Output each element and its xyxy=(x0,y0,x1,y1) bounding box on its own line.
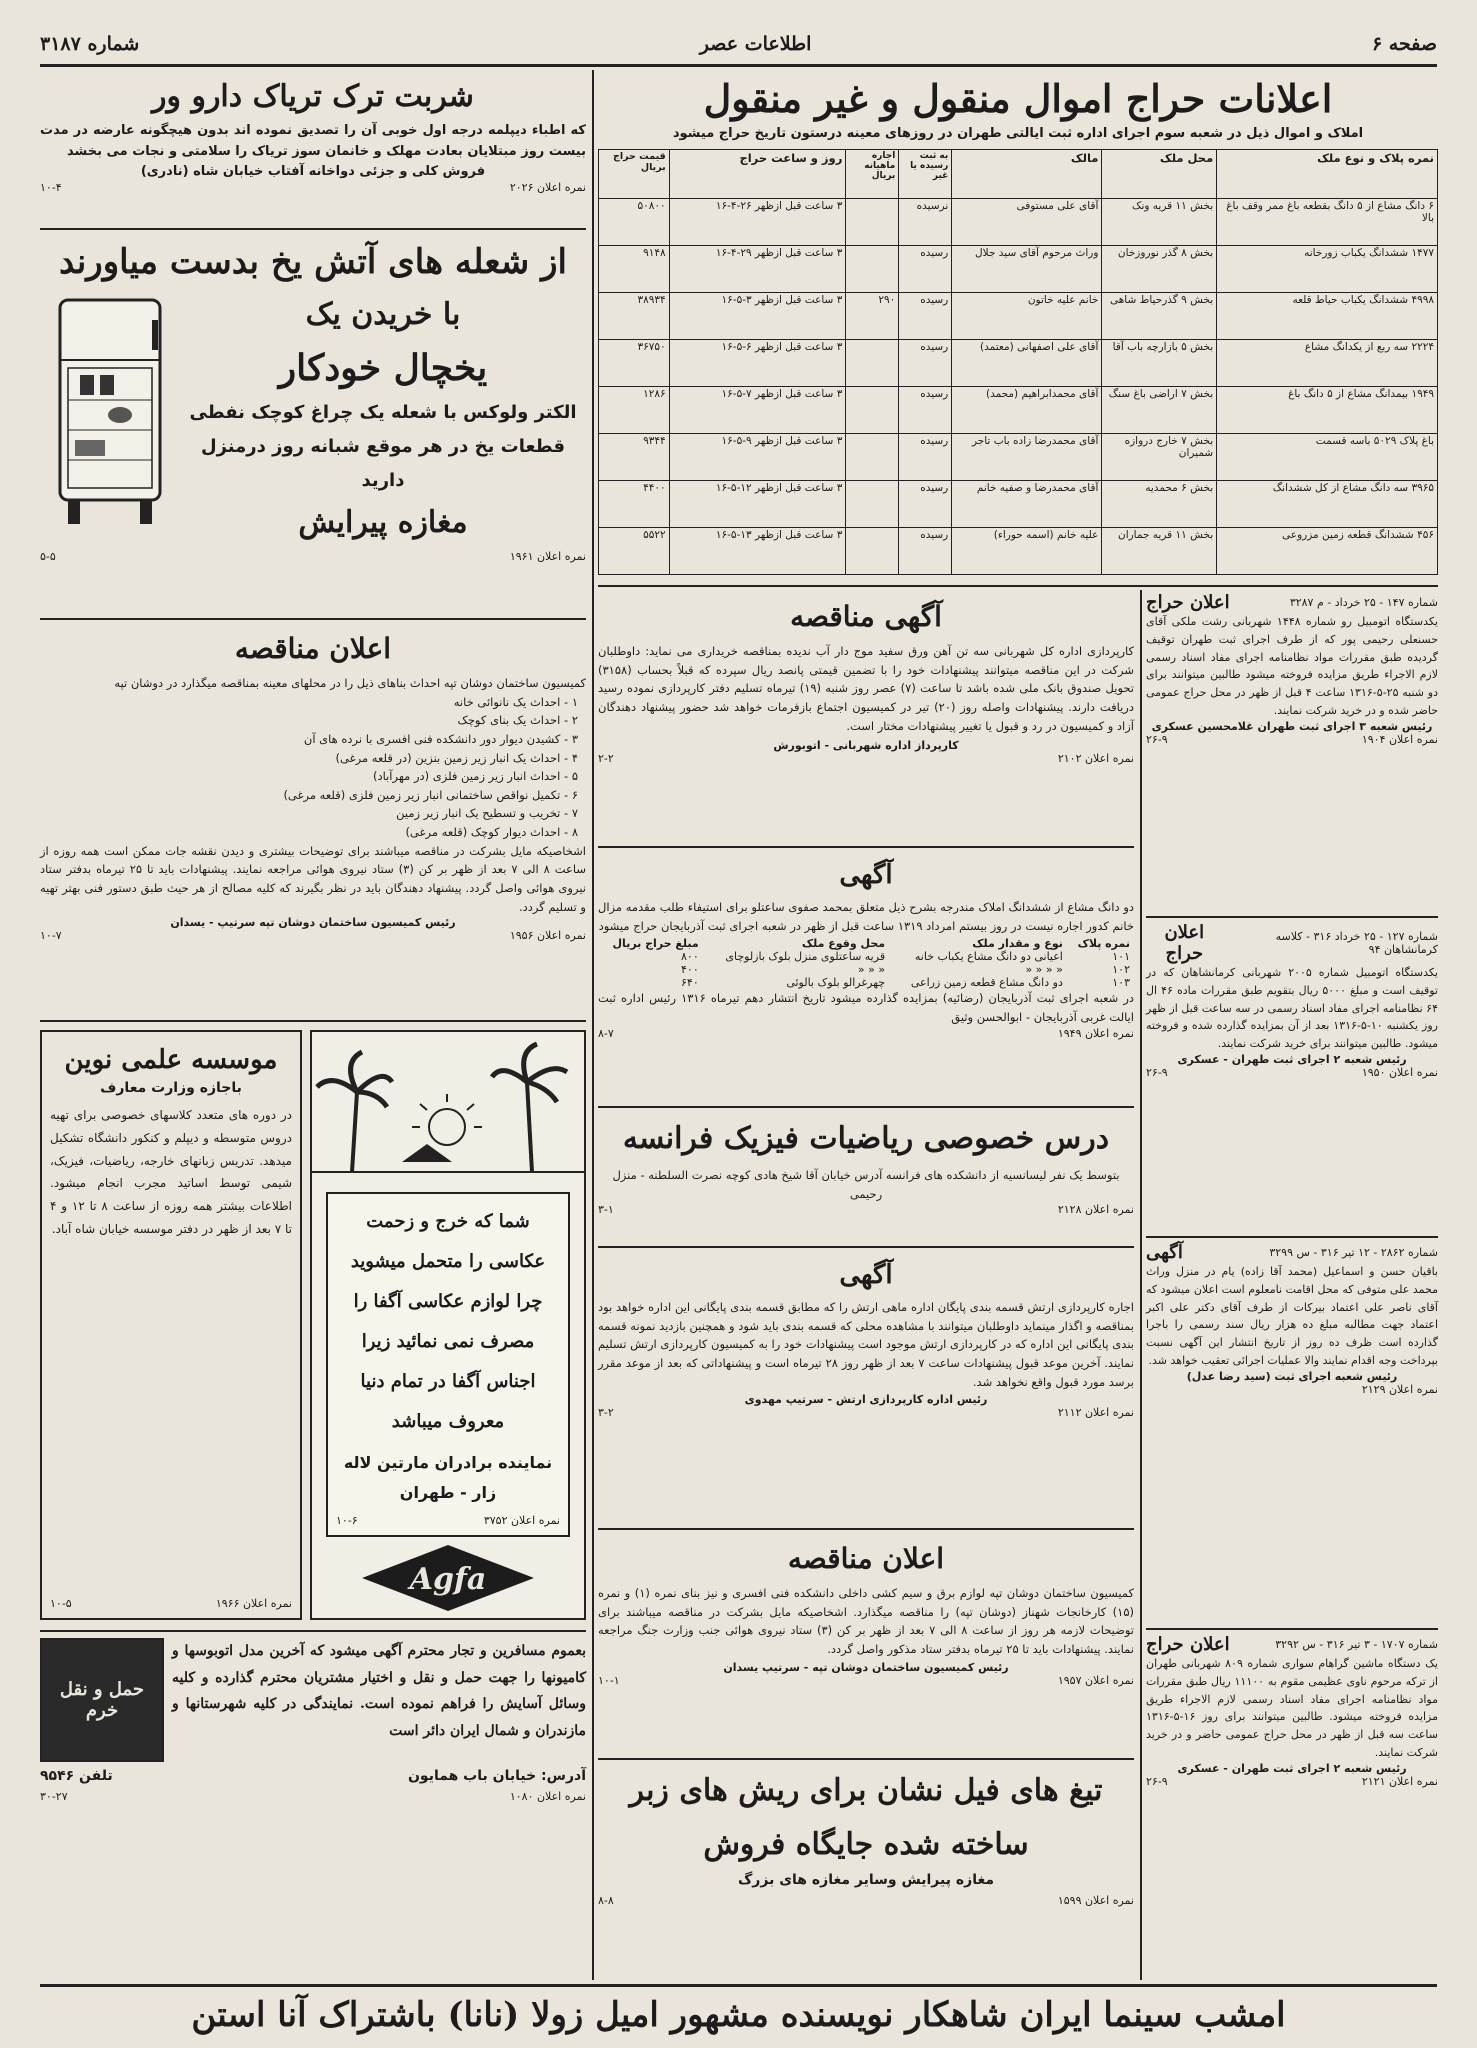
table-row xyxy=(598,937,1134,950)
cell-registered: رسیده xyxy=(899,293,952,340)
cell-registered: رسیده xyxy=(899,434,952,481)
list-item: ۲ - احداث یک بنای کوچک xyxy=(457,713,578,728)
notice-body: یک دستگاه ماشین گراهام سواری شماره ۸۰۹ شهربانی طهران از ترکه مرحوم ناوی عظیمی مقوم به ۱۱۱۰۰ ریال طبق مقررات مواد نظامنامه اجرای مفاد اسناد رسمی لازم الاجراء طریق مزایده فروخته میشود. طالبین میتوانند برای روز ۱۶-۵-۱۳۱۶ ساعت سه قبل از ظهر در محل حراج عمومی حاضر و در خرید شرکت نمایند. xyxy=(1146,1657,1438,1760)
list-item: ۸ - احداث دیوار کوچک (قلعه مرغی) xyxy=(405,825,578,839)
table-cell: ۱۰۲ xyxy=(1112,963,1130,977)
cell-location: بخش ۱۱ قریه جماران xyxy=(1102,528,1217,575)
cell-location: بخش ۹ گذرحیاط شاهی xyxy=(1102,293,1217,340)
agfa-logo-text: Agfa xyxy=(409,1562,487,1597)
ad-ref: نمره اعلان ۱۹۶۱ xyxy=(509,550,586,563)
fridge-icon xyxy=(40,290,180,540)
auction-header-row xyxy=(599,150,1438,199)
table-cell: چهرغرالو بلوک بالوئی xyxy=(786,976,886,990)
ad-noveen-institute xyxy=(40,1030,302,1620)
table-cell: ۶۴۰ xyxy=(681,976,699,990)
col-plate: نمره پلاک و نوع ملک xyxy=(1217,150,1438,199)
tender-title: اعلان مناقصه xyxy=(234,632,392,665)
ad-transport xyxy=(40,1638,586,1978)
cell-time: ۳ ساعت قبل ازظهر ۱۳-۵-۱۶ xyxy=(669,528,846,575)
list-item: ۱ - احداث یک نانوائی خانه xyxy=(453,694,578,709)
ad-ref: نمره اعلان ۲۱۱۲ xyxy=(1057,1406,1134,1420)
ad-opium-sale: فروش کلی و جزئی دواخانه آفتاب خیابان شاه (نادری) xyxy=(140,164,486,180)
notice-signature: رئیس شعبه ۲ اجرای ثبت طهران - عسکری xyxy=(1177,1053,1407,1067)
cell-rent: ۲۹۰ xyxy=(846,293,899,340)
ad-ref: نمره اعلان ۱۹۵۷ xyxy=(1057,1673,1134,1687)
ad-code: ۳۰-۲۷ xyxy=(40,1790,68,1803)
ad-code: ۲۶-۹ xyxy=(1146,1066,1168,1080)
ad-code: ۱۰-۷ xyxy=(40,929,62,943)
cell-rent xyxy=(846,340,899,387)
table-cell: « « « « xyxy=(1025,963,1063,977)
ad-ref: نمره اعلان ۱۹۶۶ xyxy=(215,1597,292,1610)
ad-ref: نمره اعلان ۲۱۲۹ xyxy=(1361,1382,1438,1396)
table-cell: ۸۰۰ xyxy=(681,950,699,964)
cell-rent xyxy=(846,434,899,481)
tender-buildings xyxy=(40,624,586,1014)
cell-time: ۳ ساعت قبل ازظهر ۳-۵-۱۶ xyxy=(669,293,846,340)
cell-rent xyxy=(846,246,899,293)
notice-signature: رئیس شعبه ۲ اجرای ثبت طهران - عسکری xyxy=(1177,1761,1407,1775)
cell-time: ۳ ساعت قبل ازظهر ۷-۵-۱۶ xyxy=(669,387,846,434)
page-label: صفحه ۶ xyxy=(1371,33,1437,55)
ad-fridge-product: یخچال خودکار xyxy=(278,347,488,389)
cell-time: ۳ ساعت قبل ازظهر ۱۲-۵-۱۶ xyxy=(669,481,846,528)
ad-code: ۲-۲ xyxy=(598,752,614,766)
tender-signature: رئیس کمیسیون ساختمان دوشان تپه سرتیپ - یسدان xyxy=(170,916,456,930)
ad-ref: نمره اعلان ۱۵۹۹ xyxy=(1057,1894,1134,1907)
col-rent: اجاره ماهیانه بریال xyxy=(846,150,899,199)
ad-code: ۳-۱ xyxy=(598,1203,614,1217)
list-item: ۷ - تخریب و تسطیح یک انبار زیر زمین xyxy=(396,806,578,821)
ad-opium-body: که اطباء دیپلمه درجه اول خوبی آن را تصدیق نموده اند بدون هیچگونه عارضه در مدت بیست روز مبتلایان بعادت مهلک و خانمان سوز تریاک را سلامتی و نجات می بخشد xyxy=(40,123,586,160)
ad-code: ۵-۵ xyxy=(40,550,56,563)
cell-rent xyxy=(846,199,899,246)
cell-owner: علیه خانم (اسمه حوراء) xyxy=(952,528,1102,575)
ad-code: ۲۶-۹ xyxy=(1146,732,1168,746)
tender-iron xyxy=(598,592,1134,842)
ad-ref: نمره اعلان ۱۹۵۶ xyxy=(509,929,586,943)
ad-fridge-headline: از شعله های آتش یخ بدست میاورند xyxy=(59,242,567,282)
tender-iron-body: کارپردازی اداره کل شهربانی سه تن آهن ورق سفید موج دار آب ندیده بمناقصه خریداری می نماید: داوطلبان شرکت در این مناقصه میتوانند پیشنهادات خود را با تضمین قیمتی پانصد ریال سپرده که قبلاً بحساب (۳۱۵۸) تحویل صندوق بانک ملی شده باشد تا ساعت (۷) عصر روز شنبه (۱۹) تیرماه تسلیم دفتر کارپردازی نموده رسید دریافت دارند. پیشنهادات واصله روز (۲۰) تیر در کمیسیون اجتماع بازفرمات خواهد شد حضور پیشنهاد دهندگان آزاد و کمیسیون در رد و قبول یا تغییر پیشنهادات مختار است. xyxy=(598,644,1135,733)
cell-location: بخش ۸ گذر نوروزخان xyxy=(1102,246,1217,293)
cell-plate: ۴۵۶ ششدانگ قطعه زمین مزروعی xyxy=(1217,528,1438,575)
ad-transport-address: آدرس: خیابان باب همایون xyxy=(407,1768,586,1784)
tender-signature: کارپرداز اداره شهربانی - اتوبورش xyxy=(773,739,959,753)
col-registered: به ثبت رسیده یا غیر xyxy=(899,150,952,199)
cell-plate: باغ پلاک ۵۰۲۹ باسه قسمت xyxy=(1217,434,1438,481)
cell-rent xyxy=(846,528,899,575)
cell-registered: رسیده xyxy=(899,340,952,387)
table-cell: قریه ساعتلوی منزل بلوک بازلوچای xyxy=(725,950,886,964)
ad-code: ۸-۷ xyxy=(598,1026,614,1040)
cell-location: بخش ۶ محمدیه xyxy=(1102,481,1217,528)
cell-plate: ۳۹۶۵ سه دانگ مشاع از کل ششدانگ xyxy=(1217,481,1438,528)
tender-electric xyxy=(598,1534,1134,1754)
cell-rent xyxy=(846,387,899,434)
table-row xyxy=(598,976,1134,989)
ad-code: ۲۶-۹ xyxy=(1146,1774,1168,1788)
ad-code: ۳-۲ xyxy=(598,1406,614,1420)
ad-ref: نمره اعلان ۳۷۵۲ xyxy=(483,1514,560,1527)
notice-header: شماره ۱۷۰۷ - ۳ تیر ۳۱۶ - س ۳۲۹۲ xyxy=(1275,1638,1438,1651)
ad-ref: نمره اعلان ۱۹۰۴ xyxy=(1361,732,1438,746)
cell-time: ۳ ساعت قبل ازظهر ۲۶-۴-۱۶ xyxy=(669,199,846,246)
cell-price: ۵۵۲۲ xyxy=(599,528,670,575)
footer-banner: امشب سینما ایران شاهکار نویسنده مشهور امیل زولا (نانا) باشتراک آنا استن xyxy=(191,1995,1286,2035)
notice-fish-body: اجاره کارپردازی ارتش قسمه بندی پایگان اداره ماهی ارتش را که مطابق قسمه بندی پایگانی این اداره خواهد بود بمناقصه و اگذار مینماید داوطلبان میتوانند با مشاهده محلی که قسمه بندی باید شود و همچنین بازدید نمونه قسمه بندی پایگانی این اداره که در کارپردازی ارتش موجود است پیشنهادات خود را به کمیسیون کارپردازی ارتش تسلیم نمایند. آخرین موعد قبول پیشنهادات ساعت ۷ بعد از ظهر روز ۲۸ تیرماه است و پیشنهاداتی که بعد از موعد مقرر برسد مورد قبول واقع نخواهد شد. xyxy=(598,1300,1134,1389)
notice-header: شماره ۱۲۷ - ۲۵ خرداد ۳۱۶ - کلاسه کرمانشاهان ۹۴ xyxy=(1275,930,1438,956)
cell-registered: نرسیده xyxy=(899,199,952,246)
cell-plate: ۱۹۴۹ بیمدانگ مشاع از ۵ دانگ باغ xyxy=(1217,387,1438,434)
ad-ref: نمره اعلان ۲۱۲۸ xyxy=(1057,1203,1134,1217)
ad-ref: نمره اعلان ۲۱۰۲ xyxy=(1057,752,1134,766)
cell-plate: ۶ دانگ مشاع از ۵ دانگ بقطعه باغ ممر وقف باغ بالا xyxy=(1217,199,1438,246)
cell-time: ۳ ساعت قبل ازظهر ۹-۵-۱۶ xyxy=(669,434,846,481)
tender-title: اعلان مناقصه xyxy=(787,1542,945,1575)
table-row xyxy=(599,293,1438,340)
notice-title: اعلان حراج xyxy=(1164,922,1205,964)
agfa-logo xyxy=(312,1543,584,1613)
agfa-logo-icon xyxy=(358,1543,538,1613)
table-row xyxy=(598,963,1134,976)
ad-noveen-subtitle: باجازه وزارت معارف xyxy=(100,1080,242,1096)
ad-blades-title: تیغ های فیل نشان برای ریش های زبر xyxy=(629,1773,1103,1808)
ad-ref: نمره اعلان ۱۰۸۰ xyxy=(509,1790,586,1803)
issue-number: شماره ۳۱۸۷ xyxy=(40,33,140,55)
table-cell: ۱۰۱ xyxy=(1112,950,1130,964)
auction-car-3 xyxy=(1146,1634,1438,1974)
ad-code: ۱۰-۴ xyxy=(40,181,62,195)
notice-body: یکدستگاه اتومبیل رو شماره ۱۴۴۸ شهربانی رشت ملکی آقای حسنعلی رحیمی پور که از طرف اجرای ثبت طهران توقیف گردیده طبق مقررات مواد نظامنامه اجرای مفاد اسناد رسمی لازم الاجراء طریق مزایده فروخته میشود طالبین میتوانند برای دو شنبه ۲۵-۵-۱۳۱۶ ساعت ۴ قبل از ظهر در محل حراج عمومی حاضر شده و در خرید شرکت نمایند. xyxy=(1146,615,1438,718)
notice-execution xyxy=(1146,1242,1438,1572)
transport-logo xyxy=(40,1638,164,1762)
ad-ref: نمره اعلان ۱۹۴۹ xyxy=(1057,1026,1134,1040)
list-item: ۴ - احداث یک انبار زیر زمین بنزین (در قلعه مرغی) xyxy=(335,750,578,765)
table-cell: « « « xyxy=(857,963,886,977)
notice-body: یکدستگاه اتومبیل شماره ۲۰۰۵ شهربانی کرمانشاهان که در توقیف است و مبلغ ۵۰۰۰ ریال بتقویم طبق مقررات ماده ۴۶ ال ۶۴ نظامنامه اجرای مفاد اسناد رسمی در سه ساعت قبل از ظهر روز یکشنبه ۱۰-۵-۱۳۱۶ بعد از آن بمزایده گذارده شده و فروخته میشود. طالبین میتوانند برای خرید شرکت نمایند. xyxy=(1146,966,1438,1051)
masthead xyxy=(40,28,1437,60)
notice-header: شماره ۱۴۷ - ۲۵ خرداد - م ۳۲۸۷ xyxy=(1289,596,1438,609)
notice-lease-table xyxy=(598,937,1134,989)
ad-refrigerator xyxy=(40,234,586,614)
transport-logo-text: حمل و نقل خرم xyxy=(59,1679,145,1721)
ad-ref: نمره اعلان ۲۱۲۱ xyxy=(1361,1774,1438,1788)
tender-signature: رئیس کمیسیون ساختمان دوشان تپه - سرتیپ یسدان xyxy=(723,1660,1009,1674)
cell-registered: رسیده xyxy=(899,481,952,528)
table-row xyxy=(599,528,1438,575)
cell-location: بخش ۵ بازارچه باب آقا xyxy=(1102,340,1217,387)
ad-tutoring-title: درس خصوصی ریاضیات فیزیک فرانسه xyxy=(622,1121,1110,1156)
table-cell: اعیانی دو دانگ مشاع یکباب خانه xyxy=(914,950,1063,964)
cell-plate: ۲۲۲۴ سه ربع از یکدانگ مشاع xyxy=(1217,340,1438,387)
cell-owner: آقای محمدرضا و صفیه خانم xyxy=(952,481,1102,528)
tender-electric-body: کمیسیون ساختمان دوشان تپه لوازم برق و سیم کشی داخلی دانشکده فنی افسری و نیز بنای نمره (۱) و نمره (۱۵) کارخانجات شهناز (دوشان تپه) را مناقصه میگذارد. اشخاصیکه مایل بشرکت در مناقصه میباشند برای توضیحات لازمه هر روز از ساعت ۸ الی ۷ بعد از ظهر بر کن (۳) ستاد نیروی هوائی جنب وزارت جنگ مراجعه نمایند. پیشنهادات باید تا ۲۵ تیرماه بدفتر ستاد مذکور واصل گردد. xyxy=(598,1586,1134,1656)
notice-lease xyxy=(598,852,1134,1102)
ad-fridge-subheadline: با خریدن یک xyxy=(305,297,461,332)
notice-title: آگهی xyxy=(1146,1242,1183,1263)
notice-signature: رئیس شعبه اجرای ثبت (سید رضا عدل) xyxy=(1186,1369,1398,1383)
auction-subtitle: املاک و اموال ذیل در شعبه سوم اجرای اداره ثبت ایالتی طهران در روزهای معینه درستون تاریخ حراج میشود xyxy=(672,126,1364,141)
ad-fridge-shop: مغازه پیرایش xyxy=(298,505,468,540)
col-time: روز و ساعت حراج xyxy=(669,150,846,199)
cell-location: بخش ۷ خارج دروازه شمیران xyxy=(1102,434,1217,481)
newspaper-name: اطلاعات عصر xyxy=(699,33,812,55)
ad-transport-phone: تلفن ۹۵۴۶ xyxy=(40,1768,113,1784)
auction-notice xyxy=(598,72,1438,584)
ad-blades-subtitle: ساخته شده جایگاه فروش xyxy=(703,1827,1029,1862)
col-header: نوع و مقدار ملک xyxy=(972,937,1063,951)
ad-ref: نمره اعلان ۱۹۵۰ xyxy=(1361,1066,1438,1080)
notice-header: شماره ۲۸۶۲ - ۱۲ تیر ۳۱۶ - س ۳۲۹۹ xyxy=(1269,1246,1438,1259)
ad-noveen-title: موسسه علمی نوین xyxy=(64,1045,278,1075)
col-location: محل ملک xyxy=(1102,150,1217,199)
cell-plate: ۴۹۹۸ ششدانگ یکباب حیاط قلعه xyxy=(1217,293,1438,340)
auction-car-2 xyxy=(1146,922,1438,1232)
cell-time: ۳ ساعت قبل ازظهر ۲۹-۴-۱۶ xyxy=(669,246,846,293)
ad-agfa-body: شما که خرج و زحمت عکاسی را متحمل میشوید چرا لوازم عکاسی آگفا را مصرف نمی نمائید زیرا اجناس آگفا در تمام دنیا معروف میباشد xyxy=(350,1211,546,1432)
list-item: ۶ - تکمیل نواقص ساختمانی انبار زیر زمین فلزی (قلعه مرغی) xyxy=(283,787,578,802)
auction-car-1 xyxy=(1146,592,1438,912)
table-row xyxy=(599,199,1438,246)
table-row xyxy=(599,340,1438,387)
ad-agfa-agent: نماینده برادران مارتین لاله زار - طهران xyxy=(343,1453,553,1502)
cell-owner: وراث مرحوم آقای سید جلال xyxy=(952,246,1102,293)
cell-owner: خانم علیه خاتون xyxy=(952,293,1102,340)
notice-title: اعلان حراج xyxy=(1146,1634,1230,1655)
notice-army-supply xyxy=(598,1252,1134,1522)
cell-price: ۹۱۴۸ xyxy=(599,246,670,293)
ad-code: ۸-۸ xyxy=(598,1894,614,1907)
table-row xyxy=(599,387,1438,434)
auction-table xyxy=(598,149,1438,575)
notice-lease-body: دو دانگ مشاع از ششدانگ املاک مندرجه بشرح ذیل متعلق بمحمد صفوی ساعتلو برای استیفاء طلب مقدمه مزال خانم کدور اجاره نیست در روز بیستم امرداد ۱۳۱۹ ساعت قبل از ظهر در شعبه اجرای ثبت آذربایجان حراج میشود xyxy=(598,900,1134,933)
table-cell: دو دانگ مشاع قطعه زمین زراعی xyxy=(910,976,1063,990)
cell-time: ۳ ساعت قبل ازظهر ۶-۵-۱۶ xyxy=(669,340,846,387)
ad-code: ۱۰-۵ xyxy=(50,1597,72,1610)
notice-body: باقیان حسن و اسماعیل (محمد آقا زاده) یام در منزل وراث محمد علی متوفی که محل اقامت نامعلوم است اعلان میشود که آقای ناصر علی اعتماد بیرکات از طرف آقای دکتر علی اکبر اعتماد جهت مطالبه مبلغ ده هزار ریال سند رسمی را باجرا گذارده است ظرف ده روز از تاریخ انتشار این آگهی نسبت بپرداخت وجه اقدام نمایند والا عملیات اجرائی تعقیب خواهد شد. xyxy=(1146,1265,1438,1368)
notice-title: آگهی xyxy=(839,1260,893,1290)
ad-tutoring-body: بتوسط یک نفر لیسانسیه از دانشکده های فرانسه آدرس خیابان آقا شیخ هادی کوچه نصرت السلطنه - منزل رحیمی xyxy=(612,1168,1120,1201)
col-header: نمره پلاک xyxy=(1077,937,1130,951)
cell-owner: آقای علی اصفهانی (معتمد) xyxy=(952,340,1102,387)
cell-plate: ۱۴۷۷ ششدانگ یکباب زورخانه xyxy=(1217,246,1438,293)
ad-razor-blades xyxy=(598,1764,1134,1976)
ad-tutoring xyxy=(598,1112,1134,1242)
list-item: ۵ - احداث انبار زیر زمین فلزی (در مهرآباد) xyxy=(372,769,578,784)
notice-signature: رئیس شعبه ۳ اجرای ثبت طهران غلامحسین عسکری xyxy=(1151,719,1433,733)
ad-opium-syrup xyxy=(40,74,586,224)
ad-blades-shops: مغازه پیرایش وسایر مغازه های بزرگ xyxy=(737,1872,995,1888)
tender-body: اشخاصیکه مایل بشرکت در مناقصه میباشند برای توضیحات بیشتری و دیدن نقشه جات ممکن است همه روزه از ساعت ۸ الی ۷ بعد از ظهر بر کن (۳) ستاد نیروی هوائی مراجعه نمایند. پیشنهادات باید تا ۲۵ تیرماه بدفتر ستاد نیروی هوائی واصل گردد. پیشنهاد دهندگان باید در نظر بگیرند که کلیه مصالح از هر حیث طبق دستور فنی بهتر تهیه و تسلیم گردد. xyxy=(40,843,587,914)
cell-owner: آقای محمدابراهیم (محمد) xyxy=(952,387,1102,434)
cell-location: بخش ۱۱ قریه ونک xyxy=(1102,199,1217,246)
fridge-illustration xyxy=(40,290,180,548)
ad-agfa xyxy=(310,1030,586,1620)
col-header: مبلغ حراج بریال xyxy=(612,937,699,951)
cell-owner: آقای محمدرضا زاده باب تاجر xyxy=(952,434,1102,481)
col-price: قیمت حراج بریال xyxy=(599,150,670,199)
col-owner: مالک xyxy=(952,150,1102,199)
cell-price: ۵۰۸۰۰ xyxy=(599,199,670,246)
tender-items xyxy=(40,693,586,842)
cell-location: بخش ۷ اراضی باغ سنگ xyxy=(1102,387,1217,434)
tender-title: آگهی مناقصه xyxy=(790,600,942,633)
notice-lease-foot: در شعبه اجرای ثبت آذربایجان (رضائیه) بمزایده گذارده میشود تاریخ انتشار دهم تیرماه ۱۳۱۶ رئیس اداره ثبت ایالت غربی آذربایجان - ابوالحسن وثیق xyxy=(598,991,1134,1024)
table-cell: ۴۰۰ xyxy=(681,963,699,977)
col-header: محل وقوع ملک xyxy=(801,937,886,951)
ad-ref: نمره اعلان ۲۰۲۶ xyxy=(509,181,586,195)
ad-code: ۱۰-۱ xyxy=(598,1673,620,1687)
cell-registered: رسیده xyxy=(899,387,952,434)
ad-transport-body: بعموم مسافرین و تجار محترم آگهی میشود که آخرین مدل اتوبوسها و کامیونها را جهت حمل و نقل و اختیار مشتریان محترم گذارده و کلیه وسائل آسایش را فراهم نموده است. نمایندگی در کلیه شهرستانها و مازندران و شمال ایران دائر است xyxy=(172,1643,586,1739)
cell-owner: آقای علی مستوفی xyxy=(952,199,1102,246)
cell-rent xyxy=(846,481,899,528)
notice-signature: رئیس اداره کارپردازی ارتش - سرتیپ مهدوی xyxy=(744,1393,988,1407)
notice-title: آگهی xyxy=(839,860,893,890)
notice-title: اعلان حراج xyxy=(1146,592,1230,613)
table-row xyxy=(598,950,1134,963)
table-cell: ۱۰۳ xyxy=(1112,976,1130,990)
ad-opium-title: شربت ترک تریاک دارو ور xyxy=(152,79,474,114)
cell-registered: رسیده xyxy=(899,528,952,575)
cell-price: ۱۲۸۶ xyxy=(599,387,670,434)
table-row xyxy=(599,481,1438,528)
cell-price: ۹۳۴۴ xyxy=(599,434,670,481)
cell-price: ۴۴۰۰ xyxy=(599,481,670,528)
ad-noveen-body: در دوره های متعدد کلاسهای خصوصی برای تهیه دروس متوسطه و دیپلم و کنکور دانشگاه تشکیل میدهد. تدریس زبانهای خارجه، ریاضیات، فیزیک، شیمی توسط اساتید مجرب انجام میشود. اطلاعات بیشتر همه روزه از ساعت ۸ تا ۱۲ و ۴ تا ۷ بعد از ظهر در دفتر موسسه خیابان شاه آباد. xyxy=(50,1108,293,1236)
palm-trees-illustration-icon xyxy=(312,1032,584,1182)
list-item: ۳ - کشیدن دیوار دور دانشکده فنی افسری با نرده های آن xyxy=(303,731,578,746)
table-row xyxy=(599,246,1438,293)
auction-title: اعلانات حراج اموال منقول و غیر منقول xyxy=(703,76,1333,121)
cell-price: ۳۶۷۵۰ xyxy=(599,340,670,387)
ad-fridge-body: الکتر ولوکس با شعله یک چراغ کوچک نفطی قطعات یخ در هر موقع شبانه روز درمنزل دارید xyxy=(189,402,577,491)
cell-registered: رسیده xyxy=(899,246,952,293)
table-row xyxy=(599,434,1438,481)
ad-code: ۱۰-۶ xyxy=(336,1514,358,1527)
cell-price: ۳۸۹۳۴ xyxy=(599,293,670,340)
tender-intro: کمیسیون ساختمان دوشان تپه احداث بناهای ذیل را در محلهای معینه بمناقصه میگذارد در دوشان تپه xyxy=(114,676,586,690)
